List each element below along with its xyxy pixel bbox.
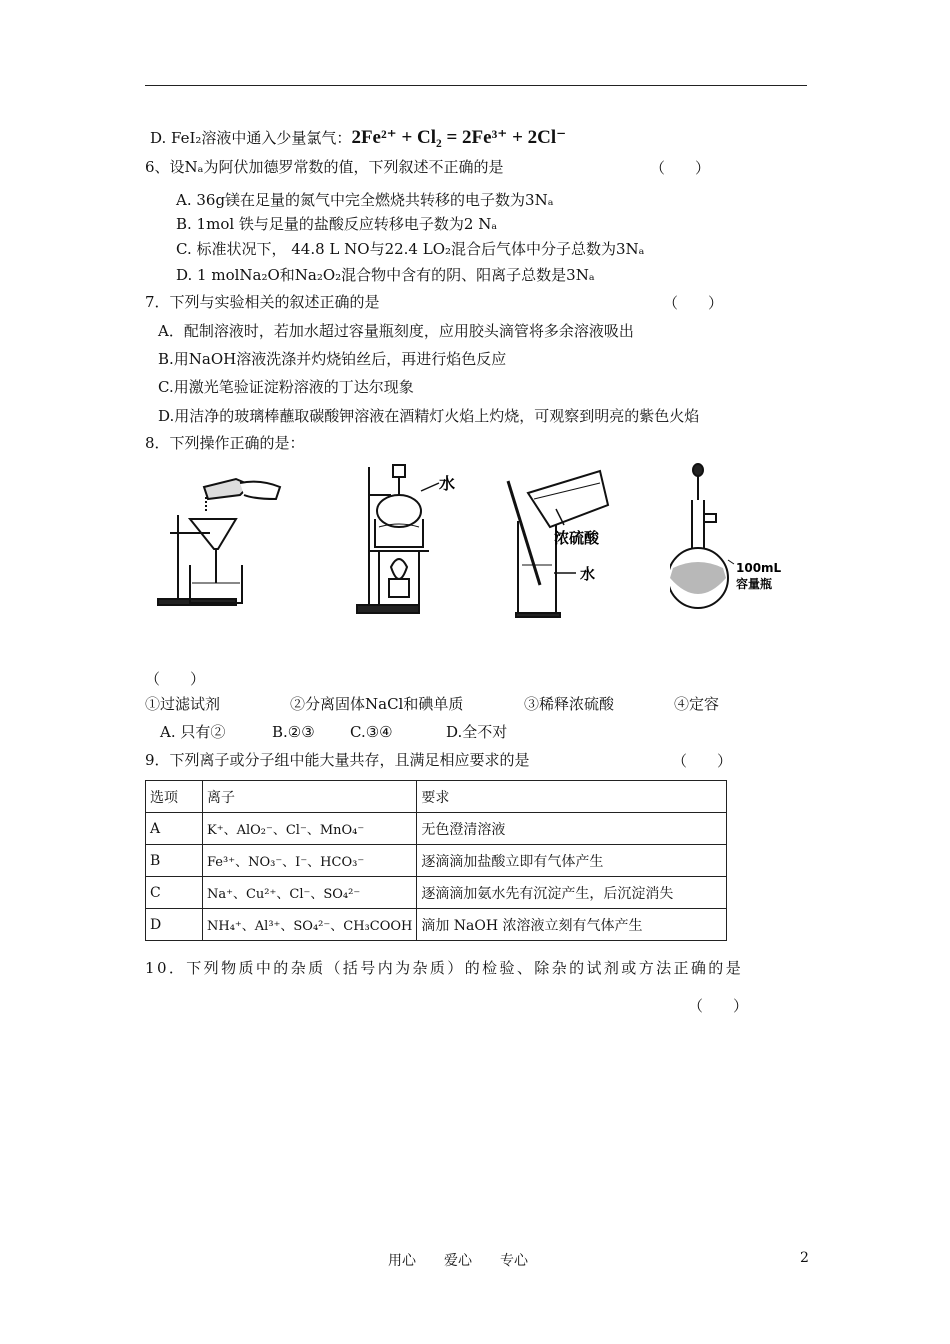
q6-option-b: B. 1mol 铁与足量的盐酸反应转移电子数为2 Nₐ bbox=[176, 215, 498, 233]
table-cell-requirement: 滴加 NaOH 浓溶液立刻有气体产生 bbox=[417, 909, 727, 941]
q8-item-3: ③稀释浓硫酸 bbox=[524, 695, 615, 713]
table-cell-option: A bbox=[146, 813, 203, 845]
q5-d-text: D. FeI₂溶液中通入少量氯气： bbox=[150, 129, 352, 147]
table-cell-requirement: 无色澄清溶液 bbox=[417, 813, 727, 845]
table-cell-requirement: 逐滴滴加盐酸立即有气体产生 bbox=[417, 845, 727, 877]
table-cell-option: B bbox=[146, 845, 203, 877]
q9-options-table bbox=[145, 780, 727, 941]
q6-answer-paren: （ ） bbox=[650, 159, 711, 177]
table-row bbox=[146, 909, 727, 941]
header-rule bbox=[145, 85, 807, 86]
q8-stem: 8．下列操作正确的是： bbox=[145, 434, 305, 452]
q9-answer-paren: （ ） bbox=[672, 752, 733, 770]
q8-item-1: ①过滤试剂 bbox=[145, 695, 221, 713]
q5-d-equation: 2Fe²⁺ + Cl₂ = 2Fe³⁺ + 2Cl⁻ bbox=[351, 127, 567, 148]
q9-stem: 9．下列离子或分子组中能大量共存，且满足相应要求的是 bbox=[145, 751, 530, 769]
q8-choice-d: D.全不对 bbox=[446, 723, 508, 741]
fig2-water-label: 水 bbox=[439, 474, 456, 493]
q8-choice-b: B.②③ bbox=[272, 723, 315, 741]
q7-option-b: B.用NaOH溶液洗涤并灼烧铂丝后，再进行焰色反应 bbox=[158, 350, 507, 368]
table-header-row bbox=[146, 781, 727, 813]
table-header-cell: 离子 bbox=[203, 781, 417, 813]
q7-option-a: A．配制溶液时，若加水超过容量瓶刻度，应用胶头滴管将多余溶液吸出 bbox=[158, 322, 634, 340]
q6-stem: 6、设Nₐ为阿伏加德罗常数的值，下列叙述不正确的是 bbox=[145, 158, 504, 176]
q8-choice-c: C.③④ bbox=[350, 723, 393, 741]
q7-answer-paren: （ ） bbox=[663, 294, 724, 312]
q6-option-d: D. 1 molNa₂O和Na₂O₂混合物中含有的阴、阳离子总数是3Nₐ bbox=[176, 266, 595, 284]
table-row bbox=[146, 813, 727, 845]
q8-item-2: ②分离固体NaCl和碘单质 bbox=[290, 695, 464, 713]
fig3-conc-acid-label: 浓硫酸 bbox=[554, 529, 600, 547]
table-row bbox=[146, 877, 727, 909]
table-cell-ions: Fe³⁺、NO₃⁻、I⁻、HCO₃⁻ bbox=[203, 845, 417, 877]
table-header-cell: 要求 bbox=[417, 781, 727, 813]
q8-item-4: ④定容 bbox=[674, 695, 720, 713]
q10-answer-paren: （ ） bbox=[688, 997, 749, 1015]
table-cell-option: D bbox=[146, 909, 203, 941]
table-cell-option: C bbox=[146, 877, 203, 909]
table-row bbox=[146, 845, 727, 877]
dilution-apparatus-figure bbox=[500, 465, 635, 620]
filtration-apparatus-figure bbox=[150, 465, 290, 615]
footer-motto: 用心 爱心 专心 bbox=[388, 1253, 528, 1269]
q8-choice-a: A. 只有② bbox=[160, 723, 226, 741]
page-number: 2 bbox=[800, 1250, 809, 1266]
fig4-volume-label: 100mL bbox=[736, 561, 782, 575]
table-cell-requirement: 逐滴滴加氨水先有沉淀产生，后沉淀消失 bbox=[417, 877, 727, 909]
q6-option-a: A. 36g镁在足量的氮气中完全燃烧共转移的电子数为3Nₐ bbox=[176, 191, 554, 209]
q6-option-c: C. 标准状况下， 44.8 L NO与22.4 LO₂混合后气体中分子总数为3Nₐ bbox=[176, 240, 645, 258]
table-cell-ions: Na⁺、Cu²⁺、Cl⁻、SO₄²⁻ bbox=[203, 877, 417, 909]
sublimation-apparatus-figure bbox=[355, 455, 465, 620]
q7-option-c: C.用激光笔验证淀粉溶液的丁达尔现象 bbox=[158, 378, 414, 396]
q7-option-d: D.用洁净的玻璃棒蘸取碳酸钾溶液在酒精灯火焰上灼烧，可观察到明亮的紫色火焰 bbox=[158, 407, 700, 425]
q7-stem: 7．下列与实验相关的叙述正确的是 bbox=[145, 293, 380, 311]
table-header-cell: 选项 bbox=[146, 781, 203, 813]
q5-option-d bbox=[150, 128, 566, 148]
q8-answer-paren: （ ） bbox=[145, 670, 206, 688]
table-cell-ions: NH₄⁺、Al³⁺、SO₄²⁻、CH₃COOH bbox=[203, 909, 417, 941]
fig4-flask-label: 容量瓶 bbox=[736, 577, 773, 591]
fig3-water-label: 水 bbox=[580, 565, 596, 583]
volumetric-flask-figure bbox=[670, 460, 800, 620]
q10-stem: 10．下列物质中的杂质（括号内为杂质）的检验、除杂的试剂或方法正确的是 bbox=[145, 959, 744, 977]
table-cell-ions: K⁺、AlO₂⁻、Cl⁻、MnO₄⁻ bbox=[203, 813, 417, 845]
